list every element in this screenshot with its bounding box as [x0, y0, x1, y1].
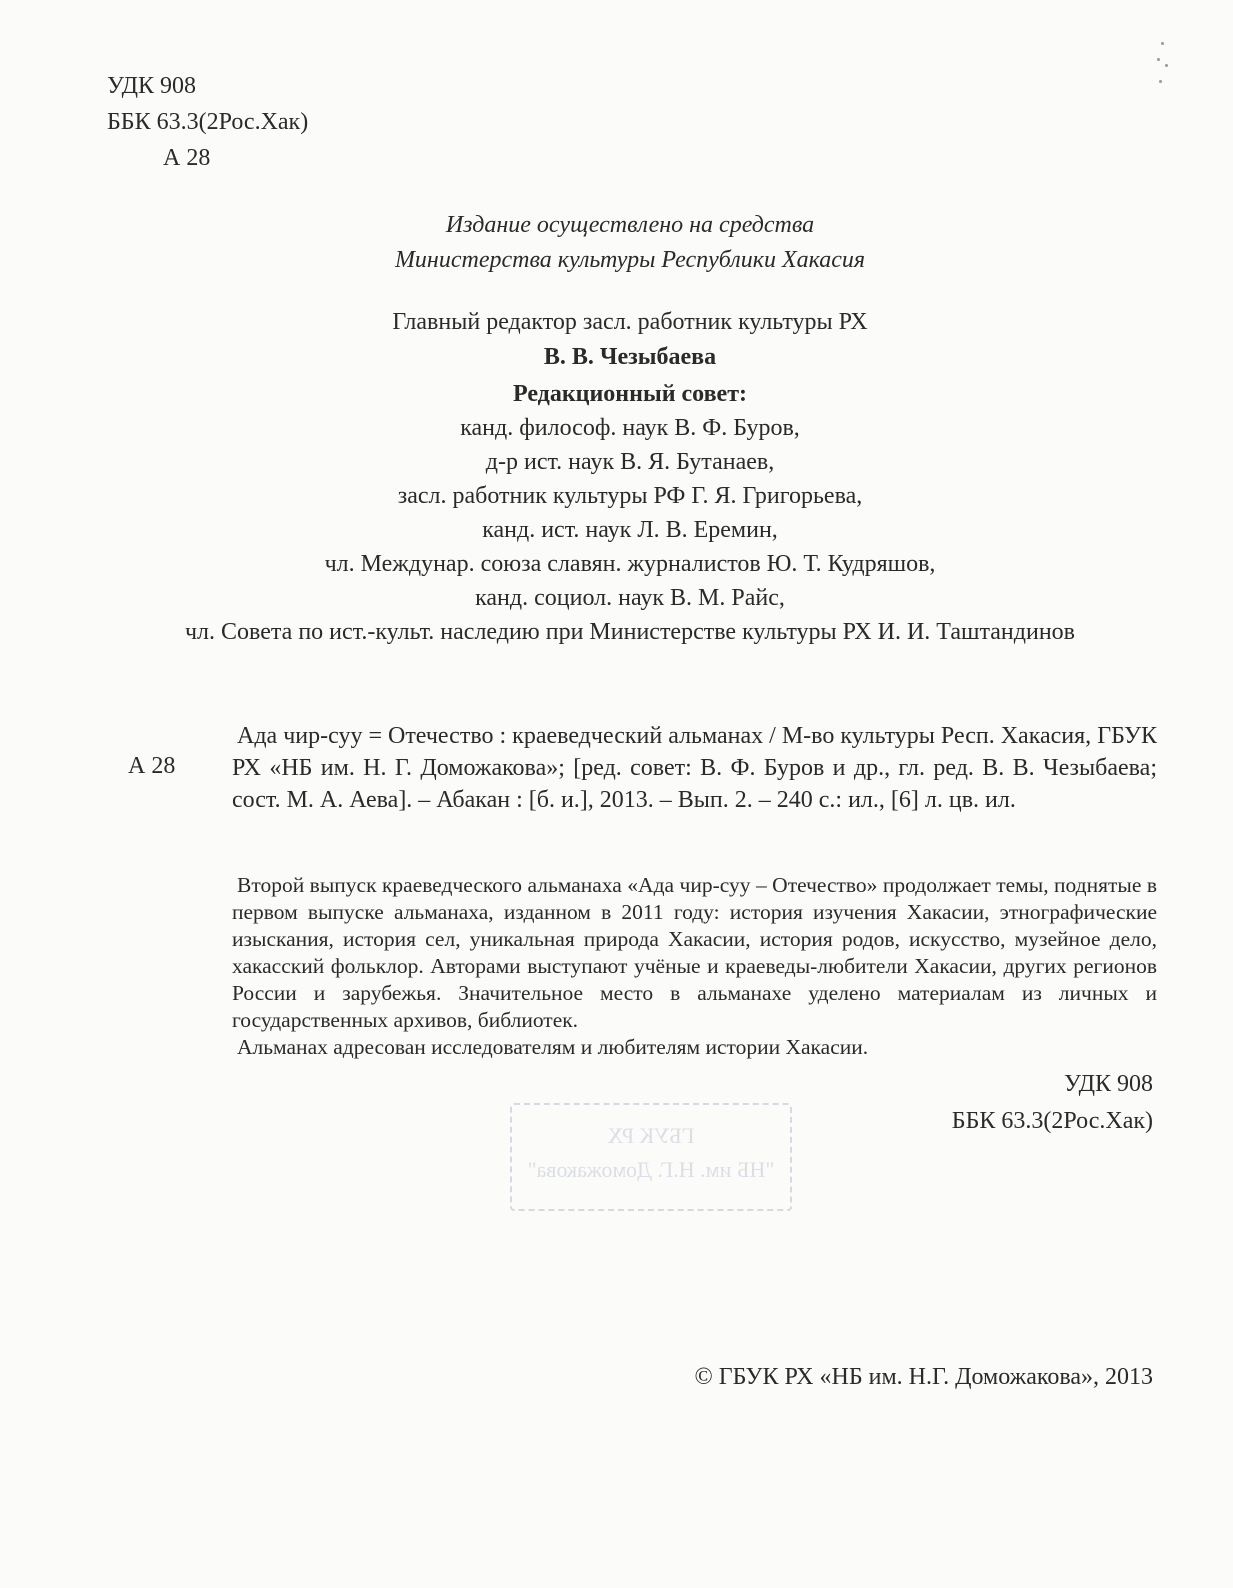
catalog-entry-code: А 28 — [128, 753, 176, 779]
council-member: канд. ист. наук Л. В. Еремин, — [482, 517, 778, 543]
council-member: канд. социол. наук В. М. Райс, — [475, 585, 785, 611]
funding-line-2: Министерства культуры Республики Хакасия — [394, 247, 866, 273]
funding-line-1: Издание осуществлено на средства — [445, 212, 815, 238]
author-mark: А 28 — [163, 145, 211, 171]
library-stamp — [510, 1103, 792, 1211]
chief-editor — [0, 305, 1233, 375]
classification-codes — [107, 68, 308, 176]
footer-bbk-code: ББК 63.3(2Рос.Хак) — [951, 1108, 1153, 1134]
editorial-council — [0, 377, 1233, 649]
copyright-line: © ГБУК РХ «НБ им. Н.Г. Доможакова», 2013 — [694, 1364, 1153, 1390]
scan-specks — [1153, 40, 1173, 100]
editor-role: Главный редактор засл. работник культуры РХ — [392, 309, 868, 335]
council-member: засл. работник культуры РФ Г. Я. Григорьева, — [397, 483, 863, 509]
annotation-paragraph-1: Второй выпуск краеведческого альманаха «Ада чир-суу – Отечество» продолжает темы, поднятые в первом выпуске альманаха, изданном в 2011 году: история изучения Хакасии, этнографические изыскания, история сел, уникальная природа Хакасии, история родов, искусство, музейное дело, хакасский фольклор. Авторами выступают учёные и краеведы-любители Хакасии, других регионов России и зарубежья. Значительное место в альманахе уделено материалам из личных и государственных архивов, библиотек. — [232, 873, 1157, 1032]
council-heading: Редакционный совет: — [513, 381, 747, 407]
catalog-entry-text: Ада чир-суу = Отечество : краеведческий альманах / М-во культуры Респ. Хакасия, ГБУК РХ «НБ им. Н. Г. Доможакова»; [ред. совет: В. Ф. Буров и др., гл. ред. В. В. Чезыбаева; сост. М. А. Аева]. – Абакан : [б. и.], 2013. – Вып. 2. – 240 с.: ил., [6] л. цв. ил. — [232, 723, 1157, 813]
editor-name: В. В. Чезыбаева — [543, 344, 717, 370]
stamp-line-2: "НБ им. Н.Г. Доможакова" — [527, 1157, 775, 1182]
council-member: чл. Совета по ист.-культ. наследию при Министерстве культуры РХ И. И. Таштандинов — [184, 619, 1075, 645]
council-member: чл. Междунар. союза славян. журналистов Ю. Т. Кудряшов, — [324, 551, 936, 577]
council-member: д-р ист. наук В. Я. Бутанаев, — [485, 449, 775, 475]
annotation — [232, 872, 1157, 1061]
udk-code: УДК 908 — [107, 73, 196, 99]
annotation-paragraph-2: Альманах адресован исследователям и любителям истории Хакасии. — [237, 1035, 869, 1059]
stamp-line-1: ГБУК РХ — [607, 1123, 695, 1148]
funding-note — [0, 208, 1233, 278]
footer-udk-code: УДК 908 — [1064, 1071, 1153, 1097]
footer-classification-codes — [952, 1066, 1153, 1140]
council-member: канд. философ. наук В. Ф. Буров, — [460, 415, 800, 441]
bbk-code: ББК 63.3(2Рос.Хак) — [107, 109, 309, 135]
